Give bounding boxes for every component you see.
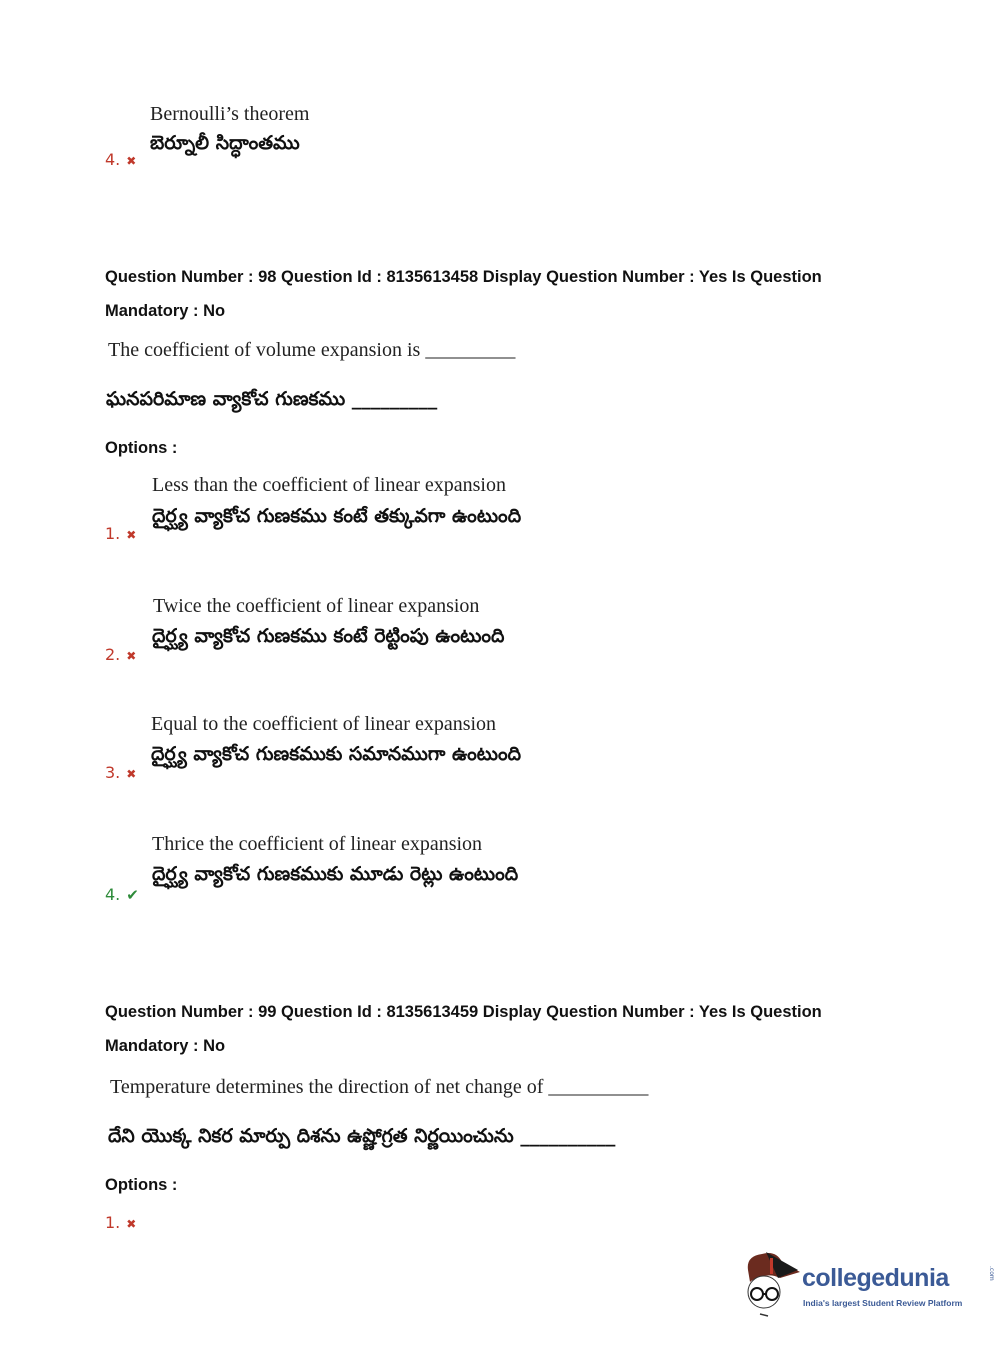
option-number: 2. ✖ <box>105 645 137 664</box>
logo-tagline: India's largest Student Review Platform <box>803 1298 963 1308</box>
option-text-en: Equal to the coefficient of linear expansion <box>151 713 497 735</box>
option-text-te: దైర్ఘ్య వ్యాకోచ గుణకముకు సమానముగా ఉంటుంది <box>151 743 522 765</box>
question-mandatory: Mandatory : No <box>105 1037 226 1055</box>
option-number: 3. ✖ <box>105 763 137 782</box>
question-text-en: The coefficient of volume expansion is _________ <box>108 339 516 361</box>
option-text-en: Thrice the coefficient of linear expansion <box>152 833 483 855</box>
option-text-te: దైర్ఘ్య వ్యాకోచ గుణకము కంటే రెట్టింపు ఉంటుంది <box>152 625 505 647</box>
question-mandatory: Mandatory : No <box>105 302 226 320</box>
wrong-icon: ✖ <box>126 528 137 542</box>
question-header: Question Number : 99 Question Id : 8135613459 Display Question Number : Yes Is Question <box>105 1003 822 1021</box>
check-icon: ✔ <box>126 886 139 904</box>
logo-suffix: .com <box>988 1266 995 1281</box>
question-text-en: Temperature determines the direction of net change of __________ <box>110 1076 649 1098</box>
wrong-icon: ✖ <box>126 767 137 781</box>
question-header: Question Number : 98 Question Id : 8135613458 Display Question Number : Yes Is Question <box>105 268 822 286</box>
option-number: 4. ✖ <box>105 150 137 169</box>
option-text-en: Twice the coefficient of linear expansion <box>153 595 480 617</box>
question-text-te: దేని యొక్క నికర మార్పు దిశను ఉష్ణోగ్రత నిర్ణయించును __________ <box>108 1125 616 1147</box>
option-text-te: దైర్ఘ్య వ్యాకోచ గుణకము కంటే తక్కువగా ఉంటుంది <box>152 505 522 527</box>
logo-wordmark: collegedunia <box>802 1264 949 1292</box>
option-text-te: బెర్నూలీ సిద్ధాంతము <box>150 132 300 154</box>
option-text-en: Less than the coefficient of linear expansion <box>152 474 506 496</box>
option-number: 1. ✖ <box>105 524 137 543</box>
logo-mascot-icon <box>742 1248 802 1318</box>
option-number: 1. ✖ <box>105 1213 137 1232</box>
question-text-te: ఘనపరిమాణ వ్యాకోచ గుణకము _________ <box>106 388 438 410</box>
option-number: 4. ✔ <box>105 885 139 904</box>
options-label: Options : <box>105 1176 178 1194</box>
option-text-en: Bernoulli’s theorem <box>150 103 310 125</box>
wrong-icon: ✖ <box>126 1217 137 1231</box>
option-text-te: దైర్ఘ్య వ్యాకోచ గుణకముకు మూడు రెట్లు ఉంటుంది <box>152 863 519 885</box>
wrong-icon: ✖ <box>126 649 137 663</box>
options-label: Options : <box>105 439 178 457</box>
wrong-icon: ✖ <box>126 154 137 168</box>
